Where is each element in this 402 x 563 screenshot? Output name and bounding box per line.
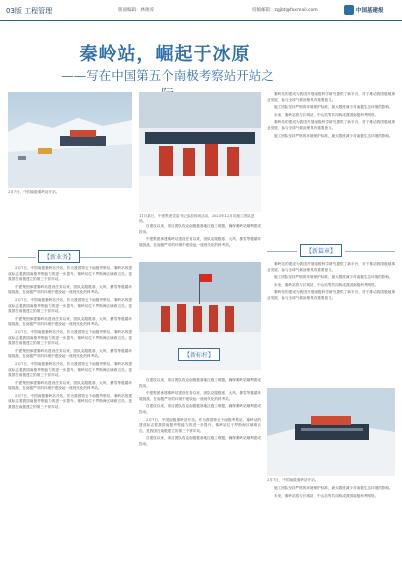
text-col3-bottom xyxy=(267,486,395,556)
paragraph: 自建设以来，项目团队攻克南极极寒地区施工难题，确保秦岭站顺利建成投用。 xyxy=(139,436,261,446)
paragraph: 自建设以来，项目团队攻克南极极寒地区施工难题，确保秦岭站顺利建成投用。 xyxy=(139,404,261,414)
issue-label: 03版 工程管理 xyxy=(6,7,53,15)
paragraph: 中建集团承建秦岭站建设任务以来，团队克服极寒、大风、暴雪等极端环境挑战，在南极严苛的环境中建设起一座现代化的科考站。 xyxy=(8,284,132,295)
paragraph: 2月7日，中国南极秦岭站开站。作为我国第五个南极考察站，秦岭站的建成标志着我国南极考察能力的进一步提升。秦岭站位于罗斯海区域难言岛，是我国在南极建立的第三个常年站。 xyxy=(8,361,132,378)
text-col3-mid xyxy=(267,262,395,382)
paragraph: 中建集团承建秦岭站建设任务以来，团队克服极寒、大风、暴雪等极端环境挑战，在南极严苛的环境中建设起一座现代化的科考站。 xyxy=(8,380,132,391)
photo-caption-3: 2月7日，中国南极秦岭站开站。 xyxy=(267,478,319,482)
paragraph: 施工团队坚持严格的环境保护标准，最大限度减少对南极生态环境的影响。 xyxy=(274,133,393,138)
paragraph: 2月7日，中国南极秦岭站开站。作为我国第五个南极考察站，秦岭站的建成标志着我国南极考察能力的进一步提升。秦岭站位于罗斯海区域难言岛，是我国在南极建立的第三个常年站。 xyxy=(8,329,132,346)
brand-logo xyxy=(344,4,394,16)
photo-station-building xyxy=(267,388,395,476)
paragraph: 2月7日，中国南极秦岭站开站。作为我国第五个南极考察站，秦岭站的建成标志着我国南极考察能力的进一步提升。秦岭站位于罗斯海区域难言岛，是我国在南极建立的第三个常年站。 xyxy=(8,393,132,410)
paragraph: 2月7日，中国南极秦岭站开站。作为我国第五个南极考察站，秦岭站的建成标志着我国南极考察能力的进一步提升。秦岭站位于罗斯海区域难言岛，是我国在南极建立的第三个常年站。 xyxy=(139,417,261,433)
email-label: 投稿邮箱：zgjbt@foxmail.com xyxy=(252,8,318,13)
paragraph: 中建集团承建秦岭站建设任务以来，团队克服极寒、大风、暴雪等极端环境挑战，在南极严苛的环境中建设起一座现代化的科考站。 xyxy=(139,391,261,401)
page-header xyxy=(0,0,402,21)
paragraph: 中建集团承建秦岭站建设任务以来，团队克服极寒、大风、暴雪等极端环境挑战，在南极严苛的环境中建设起一座现代化的科考站。 xyxy=(8,348,132,359)
brand-name: 中国基建报 xyxy=(356,8,384,14)
paragraph: 未来，秦岭站将与长城站、中山站等共同构成我国南极科考网络。 xyxy=(274,282,379,287)
text-col2-top xyxy=(139,224,261,258)
paragraph: 秦岭站的建成为我国开展南极科学研究提供了新平台，对于推动我国极地事业发展、参与全球气候治理具有重要意义。 xyxy=(267,290,395,300)
article-title: 秦岭站，崛起于冰原 xyxy=(79,44,251,65)
photo-caption-2: 11月某日，中建集团党委书记参加现场活动，2023年12月初施工团队进场。 xyxy=(139,214,255,223)
editor-label: 版面编辑：林俊涛 xyxy=(118,8,154,13)
section-badge-2: 【新标杆】 xyxy=(178,348,220,361)
text-col2-bottom xyxy=(139,378,261,556)
paragraph: 自建设以来，项目团队攻克南极极寒地区施工难题，确保秦岭站顺利建成投用。 xyxy=(139,378,261,388)
paragraph: 2月7日，中国南极秦岭站开站。作为我国第五个南极考察站，秦岭站的建成标志着我国南极考察能力的进一步提升。秦岭站位于罗斯海区域难言岛，是我国在南极建立的第三个常年站。 xyxy=(8,297,132,314)
photo-construction-team xyxy=(139,92,261,212)
photo-station-aerial xyxy=(8,92,132,188)
photo-caption-1: 2月7日，中国南极秦岭站开站。 xyxy=(8,190,60,194)
paragraph: 未来，秦岭站将与长城站、中山站等共同构成我国南极科考网络。 xyxy=(274,112,379,117)
paragraph: 秦岭站的建成为我国开展南极科学研究提供了新平台，对于推动我国极地事业发展、参与全球气候治理具有重要意义。 xyxy=(267,92,395,102)
paragraph: 施工团队坚持严格的环境保护标准，最大限度减少对南极生态环境的影响。 xyxy=(274,105,393,110)
paragraph: 施工团队坚持严格的环境保护标准，最大限度减少对南极生态环境的影响。 xyxy=(274,275,393,280)
paragraph: 中建集团承建秦岭站建设任务以来，团队克服极寒、大风、暴雪等极端环境挑战，在南极严苛的环境中建设起一座现代化的科考站。 xyxy=(8,316,132,327)
text-col1 xyxy=(8,266,132,556)
paragraph: 未来，秦岭站将与长城站、中山站等共同构成我国南极科考网络。 xyxy=(274,493,379,498)
paragraph: 秦岭站的建成为我国开展南极科学研究提供了新平台，对于推动我国极地事业发展、参与全球气候治理具有重要意义。 xyxy=(267,120,395,130)
paragraph: 秦岭站的建成为我国开展南极科学研究提供了新平台，对于推动我国极地事业发展、参与全球气候治理具有重要意义。 xyxy=(267,262,395,272)
paragraph: 中建集团承建秦岭站建设任务以来，团队克服极寒、大风、暴雪等极端环境挑战，在南极严苛的环境中建设起一座现代化的科考站。 xyxy=(139,237,261,247)
paragraph: 2月7日，中国南极秦岭站开站。作为我国第五个南极考察站，秦岭站的建成标志着我国南极考察能力的进一步提升。秦岭站位于罗斯海区域难言岛，是我国在南极建立的第三个常年站。 xyxy=(8,266,132,282)
paragraph: 自建设以来，项目团队攻克南极极寒地区施工难题，确保秦岭站顺利建成投用。 xyxy=(139,224,261,234)
section-badge-3: 【新篇章】 xyxy=(300,244,342,257)
article-subtitle: ——写在中国第五个南极考察站开站之 xyxy=(61,68,274,83)
text-col3-top xyxy=(267,92,395,262)
section-badge-1: 【新业务】 xyxy=(38,250,80,263)
brand-icon xyxy=(344,5,354,15)
paragraph: 施工团队坚持严格的环境保护标准，最大限度减少对南极生态环境的影响。 xyxy=(274,486,393,490)
